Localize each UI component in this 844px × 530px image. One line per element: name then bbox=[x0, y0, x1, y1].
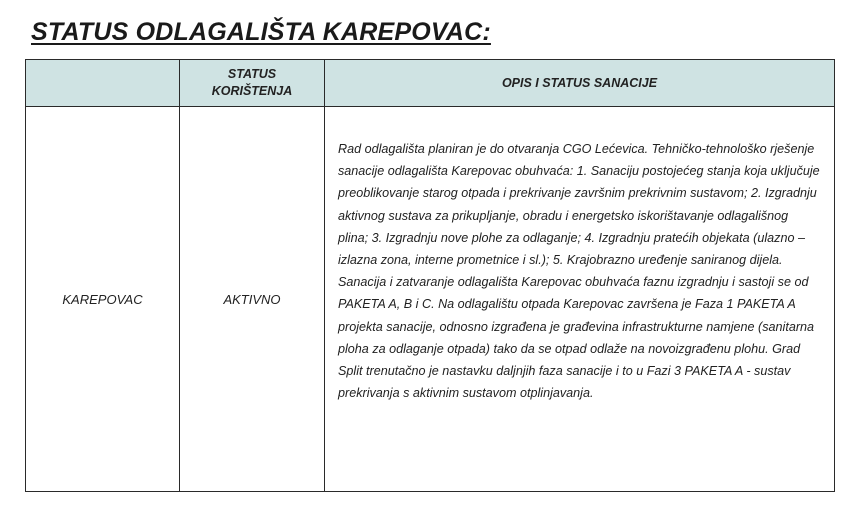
description-paragraph-2: Sanacija i zatvaranje odlagališta Karepovac obuhvaća faznu izgradnju i sastoji se od PAKETA A, B i C. Na odlagalištu otpada Karepovac završena je Faza 1 PAKETA A projekta sanacije, odnosno izgrađena je građevina infrastrukturne namjene (sanitarna ploha za odlaganje otpada) tako da se otpad odlaže na novoizgrađenu plohu. Grad Split trenutačno je nastavku daljnjih faza sanacije i to u Fazi 3 PAKETA A - sustav prekrivanja s aktivnim sustavom otplinjavanja. bbox=[338, 275, 815, 401]
header-status-line2: KORIŠTENJA bbox=[211, 84, 293, 98]
table-row bbox=[26, 107, 835, 492]
landfill-name-cell: KAREPOVAC bbox=[26, 107, 180, 492]
header-status-line1: STATUS bbox=[227, 67, 277, 81]
header-status-cell bbox=[180, 60, 325, 107]
description-paragraph-1: Rad odlagališta planiran je do otvaranja CGO Lećevica. Tehničko-tehnološko rješenje sanacije odlagališta Karepovac obuhvaća: 1. Sanaciju postojećeg stanja koja uključuje preoblikovanje starog otpada i prekrivanje završnim prekrivnim sustavom; 2. Izgradnju aktivnog sustava za prikupljanje, obradu i energetsko iskorištavanje odlagališnog plina; 3. Izgradnju nove plohe za odlaganje; 4. Izgradnju pratećih objekata (ulazno – izlazna zona, interne prometnice i sl.); 5. Krajobrazno uređenje saniranog dijela. bbox=[338, 142, 820, 268]
header-name-cell bbox=[26, 60, 180, 107]
header-description-cell: OPIS I STATUS SANACIJE bbox=[325, 60, 835, 107]
table-header-row bbox=[26, 60, 835, 107]
status-table bbox=[25, 59, 835, 492]
description-cell bbox=[325, 107, 835, 492]
document-title: STATUS ODLAGALIŠTA KAREPOVAC: bbox=[31, 18, 491, 46]
usage-status-cell: AKTIVNO bbox=[180, 107, 325, 492]
